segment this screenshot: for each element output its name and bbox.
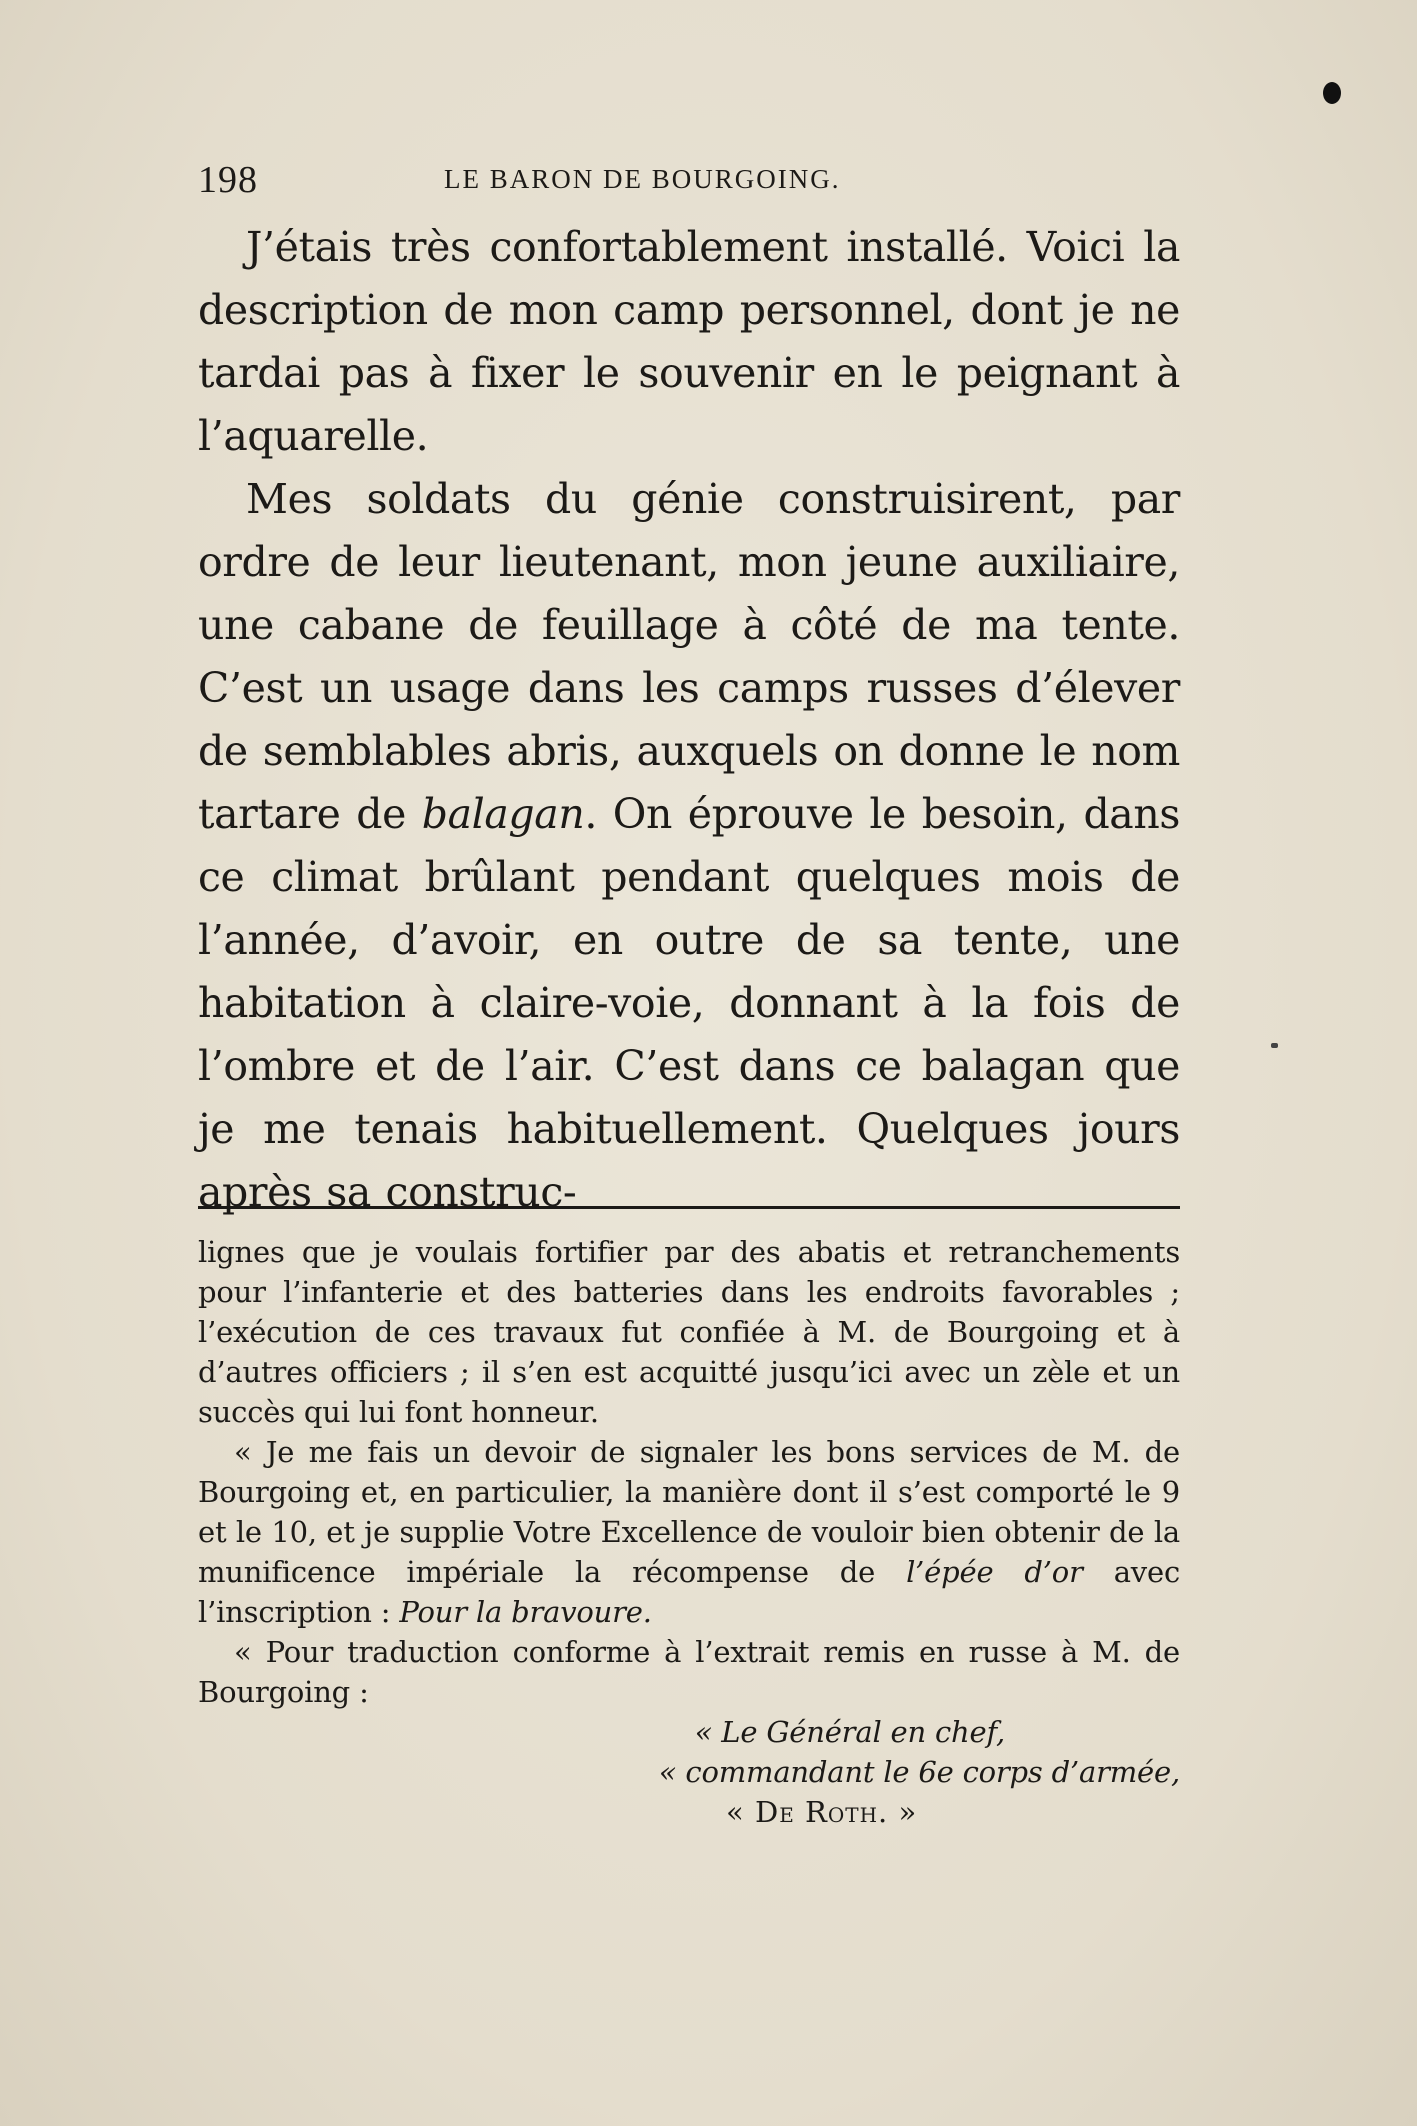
paragraph-2-part-a: Mes soldats du génie construisirent, par ordre de leur lieutenant, mon jeune auxiliaire, une cabane de feuillage à côté de ma tente. C’est un usage dans les camps russes d’élever de semblables abris, auxquels on donne le nom tartare de — [198, 475, 1180, 838]
footnote-para-2-part-b: avec l’inscription : — [198, 1555, 1180, 1629]
running-head: LE BARON DE BOURGOING. — [444, 164, 841, 194]
footnote-para-2-part-a: « Je me fais un devoir de signaler les bons services de M. de Bourgoing et, en particulier, la manière dont il s’est comporté le 9 et le 10, et je supplie Votre Excellence de vouloir bien obtenir de la munificence impériale la récompense de — [198, 1435, 1180, 1589]
footnote-para-2 — [198, 1432, 1180, 1632]
paragraph-1: J’étais très confortablement installé. Voici la description de mon camp personnel, dont je ne tardai pas à fixer le souvenir en le peignant à l’aquarelle. — [198, 223, 1180, 460]
footnote-para-1: lignes que je voulais fortifier par des abatis et retranchements pour l’infanterie et des batteries dans les endroits favorables ; l’exécution de ces travaux fut confiée à M. de Bourgoing et à d’autres officiers ; il s’en est acquitté jusqu’ici avec un zèle et un succès qui lui font honneur. — [198, 1235, 1180, 1429]
footnote-italic-inscription: Pour la bravoure. — [399, 1595, 652, 1629]
footnote-para-3: « Pour traduction conforme à l’extrait remis en russe à M. de Bourgoing : — [198, 1635, 1180, 1709]
footnote-italic-sword: l’épée d’or — [906, 1555, 1083, 1589]
footnote — [198, 1232, 1180, 1832]
paragraph-2 — [198, 468, 1180, 1224]
signature-line-1: « Le Général en chef, — [694, 1715, 1005, 1749]
signature-line-3 — [198, 1792, 1180, 1832]
page-header — [198, 158, 1180, 208]
signature-line-2: « commandant le 6e corps d’armée, — [658, 1755, 1180, 1789]
paragraph-2-part-b: . On éprouve le besoin, dans ce climat brûlant pendant quelques mois de l’année, d’avoir, en outre de sa tente, une habitation à claire-voie, donnant à la fois de l’ombre et de l’air. C’est dans ce balagan que je me tenais habituellement. Quelques jours après sa construc- — [198, 790, 1181, 1216]
ink-speck — [1271, 1043, 1278, 1048]
signature-name: « De Roth. » — [726, 1795, 918, 1829]
page-number: 198 — [198, 159, 258, 201]
paragraph-2-italic: balagan — [421, 790, 585, 838]
main-text — [198, 216, 1180, 1224]
ink-blot — [1323, 82, 1341, 104]
footnote-rule — [198, 1206, 1180, 1209]
